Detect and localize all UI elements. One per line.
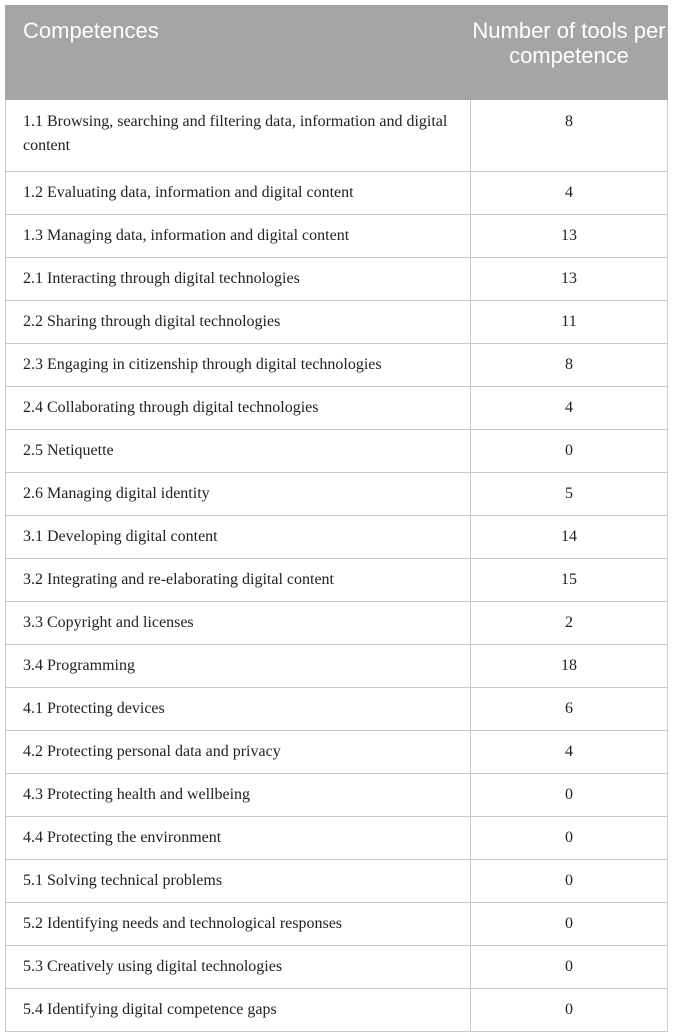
tool-count-cell: 0 bbox=[471, 817, 668, 860]
competence-cell: 4.4 Protecting the environment bbox=[6, 817, 471, 860]
competence-cell: 2.4 Collaborating through digital technologies bbox=[6, 387, 471, 430]
table-row bbox=[6, 602, 668, 645]
competence-cell: 2.1 Interacting through digital technologies bbox=[6, 258, 471, 301]
tool-count-cell: 14 bbox=[471, 516, 668, 559]
competence-cell: 3.3 Copyright and licenses bbox=[6, 602, 471, 645]
tool-count-cell: 5 bbox=[471, 473, 668, 516]
table-row bbox=[6, 301, 668, 344]
tool-count-cell: 0 bbox=[471, 903, 668, 946]
tool-count-cell: 0 bbox=[471, 860, 668, 903]
table-row bbox=[6, 903, 668, 946]
tool-count-cell: 6 bbox=[471, 688, 668, 731]
tool-count-cell: 8 bbox=[471, 344, 668, 387]
competence-cell: 4.2 Protecting personal data and privacy bbox=[6, 731, 471, 774]
competence-cell: 1.3 Managing data, information and digital content bbox=[6, 215, 471, 258]
table-row bbox=[6, 559, 668, 602]
tool-count-cell: 4 bbox=[471, 172, 668, 215]
competence-cell: 2.3 Engaging in citizenship through digital technologies bbox=[6, 344, 471, 387]
competence-cell: 3.1 Developing digital content bbox=[6, 516, 471, 559]
tool-count-cell: 13 bbox=[471, 215, 668, 258]
table-row bbox=[6, 172, 668, 215]
competence-cell: 3.4 Programming bbox=[6, 645, 471, 688]
table-header-row bbox=[6, 6, 668, 100]
table-row bbox=[6, 430, 668, 473]
competence-cell: 5.2 Identifying needs and technological responses bbox=[6, 903, 471, 946]
table-row bbox=[6, 516, 668, 559]
table-row bbox=[6, 688, 668, 731]
table-row bbox=[6, 817, 668, 860]
table-body bbox=[6, 100, 668, 1032]
column-header-tool-count: Number of tools per competence bbox=[471, 6, 668, 100]
tool-count-cell: 4 bbox=[471, 387, 668, 430]
competence-cell: 1.1 Browsing, searching and filtering data, information and digital content bbox=[6, 100, 471, 172]
tool-count-cell: 0 bbox=[471, 430, 668, 473]
table-row bbox=[6, 774, 668, 817]
tool-count-cell: 4 bbox=[471, 731, 668, 774]
table-row bbox=[6, 473, 668, 516]
tool-count-cell: 13 bbox=[471, 258, 668, 301]
competence-cell: 2.5 Netiquette bbox=[6, 430, 471, 473]
competence-cell: 2.6 Managing digital identity bbox=[6, 473, 471, 516]
tool-count-cell: 0 bbox=[471, 774, 668, 817]
competence-cell: 1.2 Evaluating data, information and digital content bbox=[6, 172, 471, 215]
table-row bbox=[6, 731, 668, 774]
table-row bbox=[6, 989, 668, 1032]
competence-cell: 5.3 Creatively using digital technologies bbox=[6, 946, 471, 989]
tool-count-cell: 8 bbox=[471, 100, 668, 172]
competence-cell: 3.2 Integrating and re-elaborating digital content bbox=[6, 559, 471, 602]
table-row bbox=[6, 258, 668, 301]
table-row bbox=[6, 645, 668, 688]
competence-cell: 5.4 Identifying digital competence gaps bbox=[6, 989, 471, 1032]
tool-count-cell: 2 bbox=[471, 602, 668, 645]
competence-cell: 5.1 Solving technical problems bbox=[6, 860, 471, 903]
table-row bbox=[6, 946, 668, 989]
table-row bbox=[6, 860, 668, 903]
table-row bbox=[6, 344, 668, 387]
tool-count-cell: 18 bbox=[471, 645, 668, 688]
table-row bbox=[6, 215, 668, 258]
tool-count-cell: 0 bbox=[471, 946, 668, 989]
competences-table bbox=[5, 5, 668, 1032]
tool-count-cell: 0 bbox=[471, 989, 668, 1032]
competence-cell: 4.1 Protecting devices bbox=[6, 688, 471, 731]
tool-count-cell: 11 bbox=[471, 301, 668, 344]
column-header-competences: Competences bbox=[6, 6, 471, 100]
table-row bbox=[6, 100, 668, 172]
tool-count-cell: 15 bbox=[471, 559, 668, 602]
competence-cell: 4.3 Protecting health and wellbeing bbox=[6, 774, 471, 817]
table-row bbox=[6, 387, 668, 430]
competence-cell: 2.2 Sharing through digital technologies bbox=[6, 301, 471, 344]
